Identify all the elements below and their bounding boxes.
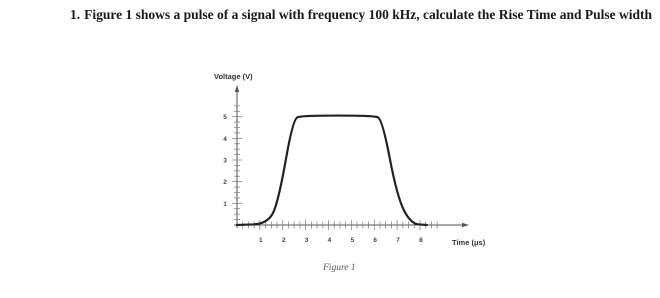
y-tick-label: 1: [223, 200, 227, 208]
y-axis-arrow: [235, 85, 239, 92]
x-tick-label: 5: [350, 237, 355, 244]
x-tick-label: 4: [327, 237, 332, 244]
question-body: Figure 1 shows a pulse of a signal with frequency 100 kHz, calculate the Rise Time and Pulse width: [84, 7, 653, 22]
question-number: 1.: [70, 7, 81, 22]
x-tick-label: 7: [396, 237, 400, 244]
chart-axes: [234, 85, 469, 228]
x-axis-arrow: [462, 223, 469, 227]
x-tick-label: 6: [373, 237, 378, 244]
x-axis-label: Time (μs): [452, 238, 486, 247]
y-axis-label: Voltage (V): [214, 72, 253, 81]
y-tick-label: 4: [223, 135, 227, 143]
y-tick-label: 5: [223, 114, 227, 122]
y-tick-label: 2: [223, 179, 227, 187]
figure-caption: Figure 1: [323, 263, 356, 273]
y-tick-label: 3: [223, 157, 227, 165]
x-tick-label: 2: [281, 237, 286, 244]
x-tick-label: 1: [259, 237, 263, 244]
x-tick-label: 8: [419, 237, 423, 244]
x-tick-label: 3: [304, 237, 309, 244]
pulse-series-line: [237, 116, 427, 225]
chart-series: [237, 116, 427, 225]
chart-ticks: [232, 106, 437, 230]
